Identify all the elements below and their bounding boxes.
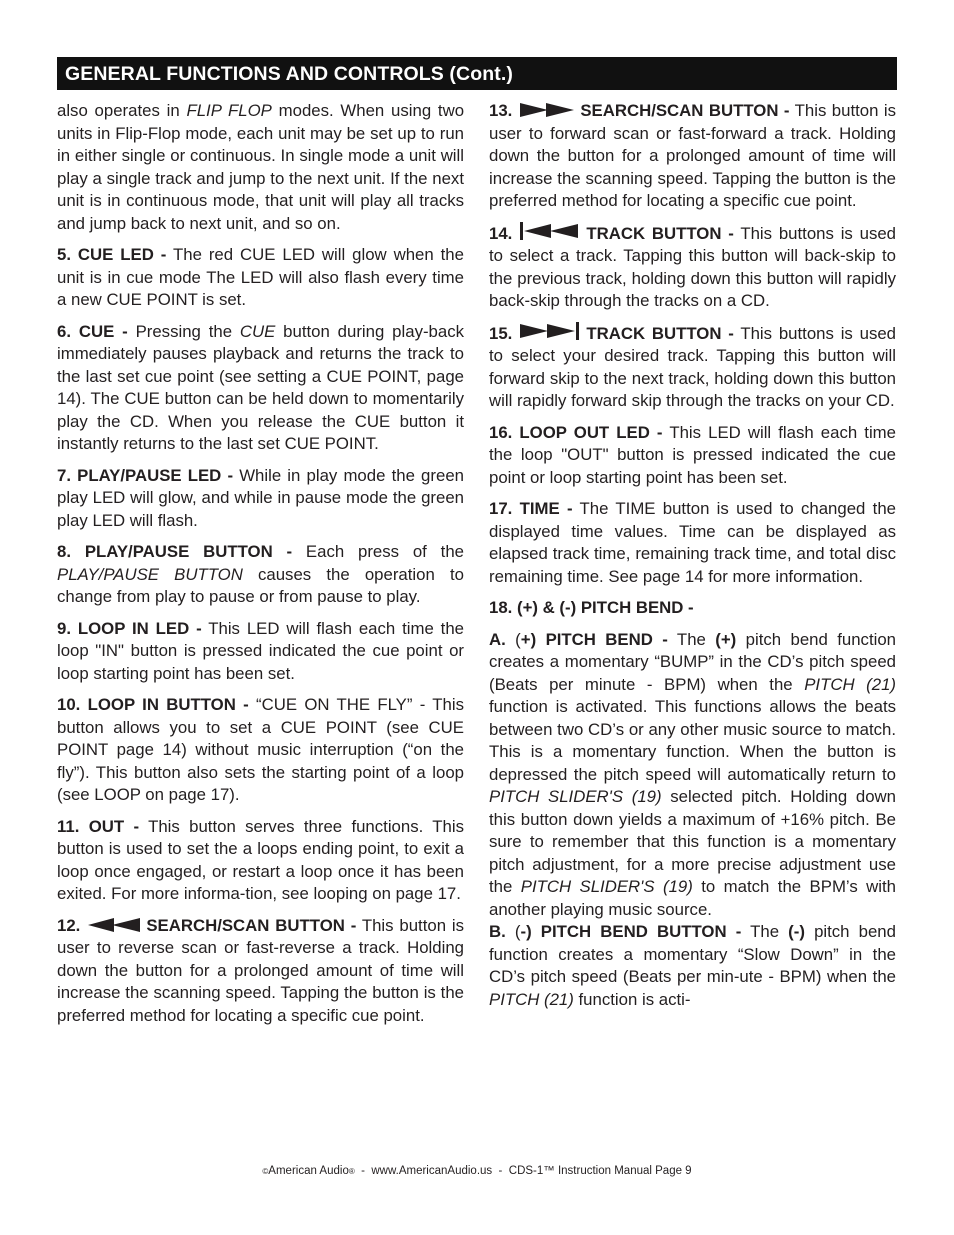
text-italic: CUE xyxy=(239,321,276,341)
text: function is acti- xyxy=(573,989,691,1009)
text: The red CUE LED will glow when the unit is in cue mode The LED will also flash every time a new CUE POINT is set. xyxy=(57,245,464,309)
text: pitch bend function creates a momentary “BUMP” in the CD’s pitch speed (Beats per minute - BPM) when the xyxy=(489,629,896,694)
item-heading: 16. LOOP OUT LED - xyxy=(489,422,663,442)
skip-back-icon xyxy=(520,222,580,240)
text-italic: PITCH (21) xyxy=(489,989,574,1009)
item-number: 14. xyxy=(489,223,513,243)
section-title: GENERAL FUNCTIONS AND CONTROLS (Cont.) xyxy=(65,63,513,85)
text-italic: FLIP FLOP xyxy=(186,101,272,120)
item-heading: 9. LOOP IN LED - xyxy=(57,618,202,638)
section-header xyxy=(57,57,897,90)
text-italic: PLAY/PAUSE BUTTON xyxy=(57,564,243,584)
copyright-symbol: © xyxy=(262,1167,269,1176)
fast-forward-icon xyxy=(520,103,574,117)
text-bold: (-) xyxy=(788,922,805,941)
text: Each press of the xyxy=(292,542,464,561)
item-heading: 10. LOOP IN BUTTON - xyxy=(57,695,249,714)
page-footer xyxy=(0,1165,954,1177)
item-heading: +) PITCH BEND - xyxy=(520,629,668,649)
brand-name: American Audio xyxy=(268,1165,349,1177)
text: While in play mode the green play LED will glow, and while in pause mode the green play LED will flash. xyxy=(57,465,464,530)
text: “CUE ON THE FLY” - This button allows you to set a CUE POINT (see CUE POINT page 14) without music interruption (“on the fly”). This button also sets the starting point of a loop (see LOOP on page 17). xyxy=(57,695,465,804)
text-italic: PITCH SLIDER'S (19) xyxy=(489,787,662,806)
item-heading: 11. OUT - xyxy=(57,816,140,836)
item-heading: 17. TIME - xyxy=(489,499,573,518)
registered-symbol: ® xyxy=(348,1167,355,1176)
item-heading: A. xyxy=(489,629,506,649)
text-bold: (+) xyxy=(715,629,737,649)
paragraph-cue xyxy=(57,321,464,456)
paragraph-pitch-bend-heading xyxy=(489,597,896,620)
item-heading: B. xyxy=(489,922,506,941)
item-number: 13. xyxy=(489,101,513,120)
text: The xyxy=(741,922,789,941)
text: This buttons is used to select your desired track. Tapping this button will forward skip to the next track, holding down this button will rapidly forward skip through the tracks on your CD. xyxy=(489,323,896,410)
text: ( xyxy=(505,629,521,649)
item-heading: SEARCH/SCAN BUTTON - xyxy=(146,915,357,935)
footer-text: - www.AmericanAudio.us - CDS-1™ Instruction Manual Page 9 xyxy=(354,1165,692,1177)
text: modes. When using two units in Flip-Flop mode, each unit may be set up to run in either single or continuous. In single mode a unit will play a single track and jump to the next unit. If the next unit is in continuous mode, that unit will play all tracks and jump back to next unit, and so on. xyxy=(57,101,465,233)
text: button during play-back immediately pauses playback and returns the track to the last set cue point (see setting a CUE POINT, page 14). The CUE button can be held down to momentarily play the CD. When you release the CUE button it instantly returns to the last set CUE POINT. xyxy=(57,321,464,453)
text: causes the operation to change from play to pause or from pause to play. xyxy=(57,564,464,606)
paragraph-search-forward xyxy=(489,100,896,213)
item-number: 15. xyxy=(489,323,513,343)
item-heading: SEARCH/SCAN BUTTON - xyxy=(580,101,790,120)
text: This button is user to forward scan or fast-forward a track. Holding down the button for a prolonged amount of time will increase the scanning speed. Tapping the button is the preferred method for locating a specific cue point. xyxy=(489,101,896,210)
paragraph-out xyxy=(57,816,464,906)
item-heading: 18. (+) & (-) PITCH BEND - xyxy=(489,598,694,617)
text-italic: PITCH SLIDER'S (19) xyxy=(520,877,693,896)
paragraph-loop-in-button xyxy=(57,694,464,807)
text: ( xyxy=(505,922,521,941)
item-heading: 7. PLAY/PAUSE LED - xyxy=(57,465,234,485)
item-heading: 6. CUE - xyxy=(57,321,128,341)
item-heading: TRACK BUTTON - xyxy=(586,223,734,243)
right-column xyxy=(489,100,896,1020)
text: The TIME button is used to changed the displayed time values. Time can be displayed as elapsed track time, remaining track time, and total disc remaining time. See page 14 for more information. xyxy=(489,499,896,586)
text: This button serves three functions. This button is used to set the a loops ending point, to exit a loop once engaged, or restart a loop once it has been exited. For more informa-tion, see looping on page 17. xyxy=(57,816,464,903)
item-number: 12. xyxy=(57,915,81,935)
text: to match the BPM’s with another playing music source. xyxy=(489,877,897,919)
text: Pressing the xyxy=(127,321,240,341)
paragraph-pitch-bend-plus xyxy=(489,629,896,922)
item-heading: 8. PLAY/PAUSE BUTTON - xyxy=(57,542,293,561)
text: selected pitch. Holding down this button down yields a maximum of +16% pitch. Be sure to remember that this function is a momentary pitch adjustment, for a more precise adjustment use the xyxy=(489,787,896,896)
paragraph-track-forward xyxy=(489,322,896,413)
item-heading: TRACK BUTTON - xyxy=(586,323,734,343)
item-heading: -) PITCH BEND BUTTON - xyxy=(520,922,742,941)
paragraph-play-pause-button xyxy=(57,541,464,609)
text: also operates in xyxy=(57,101,187,120)
fast-reverse-icon xyxy=(88,918,140,932)
left-column xyxy=(57,100,464,1027)
paragraph-loop-out-led xyxy=(489,422,896,490)
text: This LED will flash each time the loop "OUT" button is pressed indicated the cue point or loop starting point has been set. xyxy=(489,422,896,487)
paragraph-pitch-bend-minus xyxy=(489,921,896,1011)
text: This buttons is used to select a track. Tapping this button will back-skip to the previous track, holding down this button will rapidly back-skip through the tracks on a CD. xyxy=(489,223,896,310)
text-italic: PITCH (21) xyxy=(804,674,896,694)
skip-forward-icon xyxy=(520,322,580,340)
text: This LED will flash each time the loop "IN" button is pressed indicated the cue point or loop starting point has been set. xyxy=(57,618,464,683)
text: function is activated. This functions allows the beats between two CD’s or any other music source to match. This is a momentary function. When the button is depressed the pitch speed will automatically return to xyxy=(489,697,896,784)
paragraph-loop-in-led xyxy=(57,618,464,686)
text: The xyxy=(667,629,716,649)
text: This button is user to reverse scan or fast-reverse a track. Holding down the button for a prolonged amount of time will increase the scanning speed. Tapping the button is the preferred method for locating a specific cue point. xyxy=(57,915,464,1025)
paragraph-play-pause-led xyxy=(57,465,464,533)
paragraph-cue-led xyxy=(57,244,464,312)
paragraph-search-reverse xyxy=(57,915,464,1028)
paragraph-flip-flop xyxy=(57,100,464,235)
paragraph-track-back xyxy=(489,222,896,313)
text: pitch bend function creates a momentary “Slow Down” in the CD’s pitch speed (Beats per min-ute - BPM) when the xyxy=(489,922,896,986)
item-heading: 5. CUE LED - xyxy=(57,245,167,264)
paragraph-time xyxy=(489,498,896,588)
